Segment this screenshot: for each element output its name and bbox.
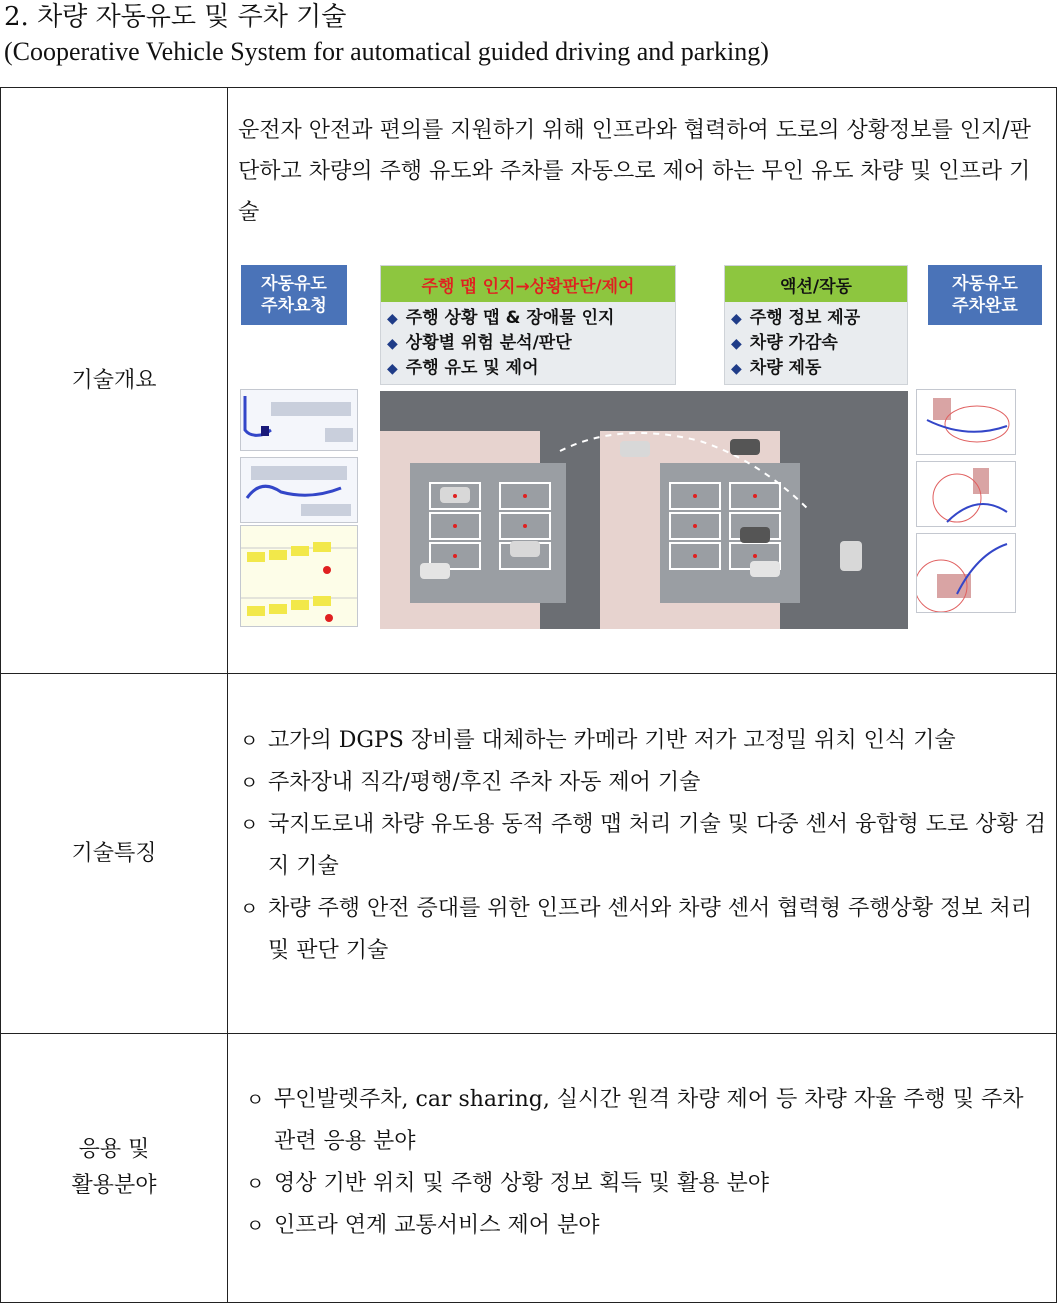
bullet-mark: ㅇ xyxy=(240,771,259,794)
stage-action-item: ◆ 차량 제동 xyxy=(731,358,822,378)
parking-lot-image xyxy=(380,391,908,629)
applications-label-line1: 응용 및 xyxy=(78,1137,150,1162)
bullet-mark: ㅇ xyxy=(246,1215,265,1237)
features-list xyxy=(228,720,1056,972)
features-row xyxy=(1,674,1057,1034)
parking-trajectory-image xyxy=(917,390,1015,454)
path-planning-thumbnail xyxy=(240,389,358,451)
parking-complete-label: 자동유도 주차완료 xyxy=(952,274,1018,316)
applications-list xyxy=(228,1079,1056,1247)
stage-action-item: ◆ 차량 가감속 xyxy=(731,333,838,353)
applications-content xyxy=(228,1034,1057,1303)
parking-trajectory-image-3 xyxy=(917,534,1015,612)
tech-table xyxy=(0,87,1057,1303)
stage-perception-list xyxy=(381,306,675,381)
stage-action-panel xyxy=(724,265,908,385)
bullet-mark: ㅇ xyxy=(246,1089,265,1111)
features-item: ㅇ 차량 주행 안전 증대를 위한 인프라 센서와 차량 센서 협력형 주행상황 정보 처리 및 판단 기술 xyxy=(240,888,1050,972)
applications-label xyxy=(1,1034,228,1303)
applications-item: ㅇ 무인발렛주차, car sharing, 실시간 원격 차량 제어 등 차량 자율 주행 및 주차 관련 응용 분야 xyxy=(246,1079,1050,1163)
applications-item: ㅇ 인프라 연계 교통서비스 제어 분야 xyxy=(246,1205,1050,1247)
bullet-mark: ㅇ xyxy=(240,729,259,752)
overview-content xyxy=(228,88,1057,674)
overview-row xyxy=(1,88,1057,674)
features-label: 기술특징 xyxy=(1,674,228,1034)
parking-request-box xyxy=(241,265,347,325)
applications-item: ㅇ 영상 기반 위치 및 주행 상황 정보 획득 및 활용 분야 xyxy=(246,1163,1050,1205)
stage-perception-title: 주행 맵 인지→상황판단/제어 xyxy=(381,266,675,302)
applications-row xyxy=(1,1034,1057,1303)
parking-lot-scene xyxy=(380,391,908,629)
parking-trajectory-image-2 xyxy=(917,462,1015,526)
parking-complete-box xyxy=(928,265,1042,325)
bullet-mark: ㅇ xyxy=(240,813,259,836)
bullet-mark: ㅇ xyxy=(246,1173,265,1195)
path-planning-thumbnail-2 xyxy=(240,457,358,523)
parking-trajectory-thumbnail-2 xyxy=(916,461,1016,527)
features-content xyxy=(228,674,1057,1034)
stage-perception-panel xyxy=(380,265,676,385)
features-item: ㅇ 고가의 DGPS 장비를 대체하는 카메라 기반 저가 고정밀 위치 인식 기술 xyxy=(240,720,1050,762)
stage-action-list xyxy=(725,306,907,381)
stage-perception-item: ◆ 주행 유도 및 제어 xyxy=(387,358,539,378)
features-item: ㅇ 주차장내 직각/평행/후진 주차 자동 제어 기술 xyxy=(240,762,1050,804)
overview-text: 운전자 안전과 편의를 지원하기 위해 인프라와 협력하여 도로의 상황정보를 인지/판단하고 차량의 주행 유도와 주차를 자동으로 제어 하는 무인 유도 차량 및 인프라 기술 xyxy=(238,118,1031,225)
path-planning-image xyxy=(241,390,357,450)
section-subtitle: (Cooperative Vehicle System for automatical guided driving and parking) xyxy=(4,37,769,66)
bullet-mark: ㅇ xyxy=(240,897,259,920)
vehicle-tracking-thumbnail xyxy=(240,525,358,627)
parking-trajectory-thumbnail xyxy=(916,389,1016,455)
stage-perception-item: ◆ 주행 상황 맵 & 장애물 인지 xyxy=(387,308,615,328)
stage-perception-item: ◆ 상황별 위험 분석/판단 xyxy=(387,333,572,353)
features-item: ㅇ 국지도로내 차량 유도용 동적 주행 맵 처리 기술 및 다중 센서 융합형 도로 상황 검지 기술 xyxy=(240,804,1050,888)
applications-label-line2: 활용분야 xyxy=(71,1173,157,1198)
overview-label: 기술개요 xyxy=(1,88,228,674)
stage-action-item: ◆ 주행 정보 제공 xyxy=(731,308,861,328)
parking-request-label: 자동유도 주차요청 xyxy=(261,274,327,316)
system-diagram xyxy=(240,261,1045,633)
path-planning-image-2 xyxy=(241,458,357,522)
parking-trajectory-thumbnail-3 xyxy=(916,533,1016,613)
vehicle-tracking-image xyxy=(241,526,357,626)
section-title: 2. 차량 자동유도 및 주차 기술 xyxy=(4,2,347,32)
stage-action-title: 액션/작동 xyxy=(725,266,907,302)
